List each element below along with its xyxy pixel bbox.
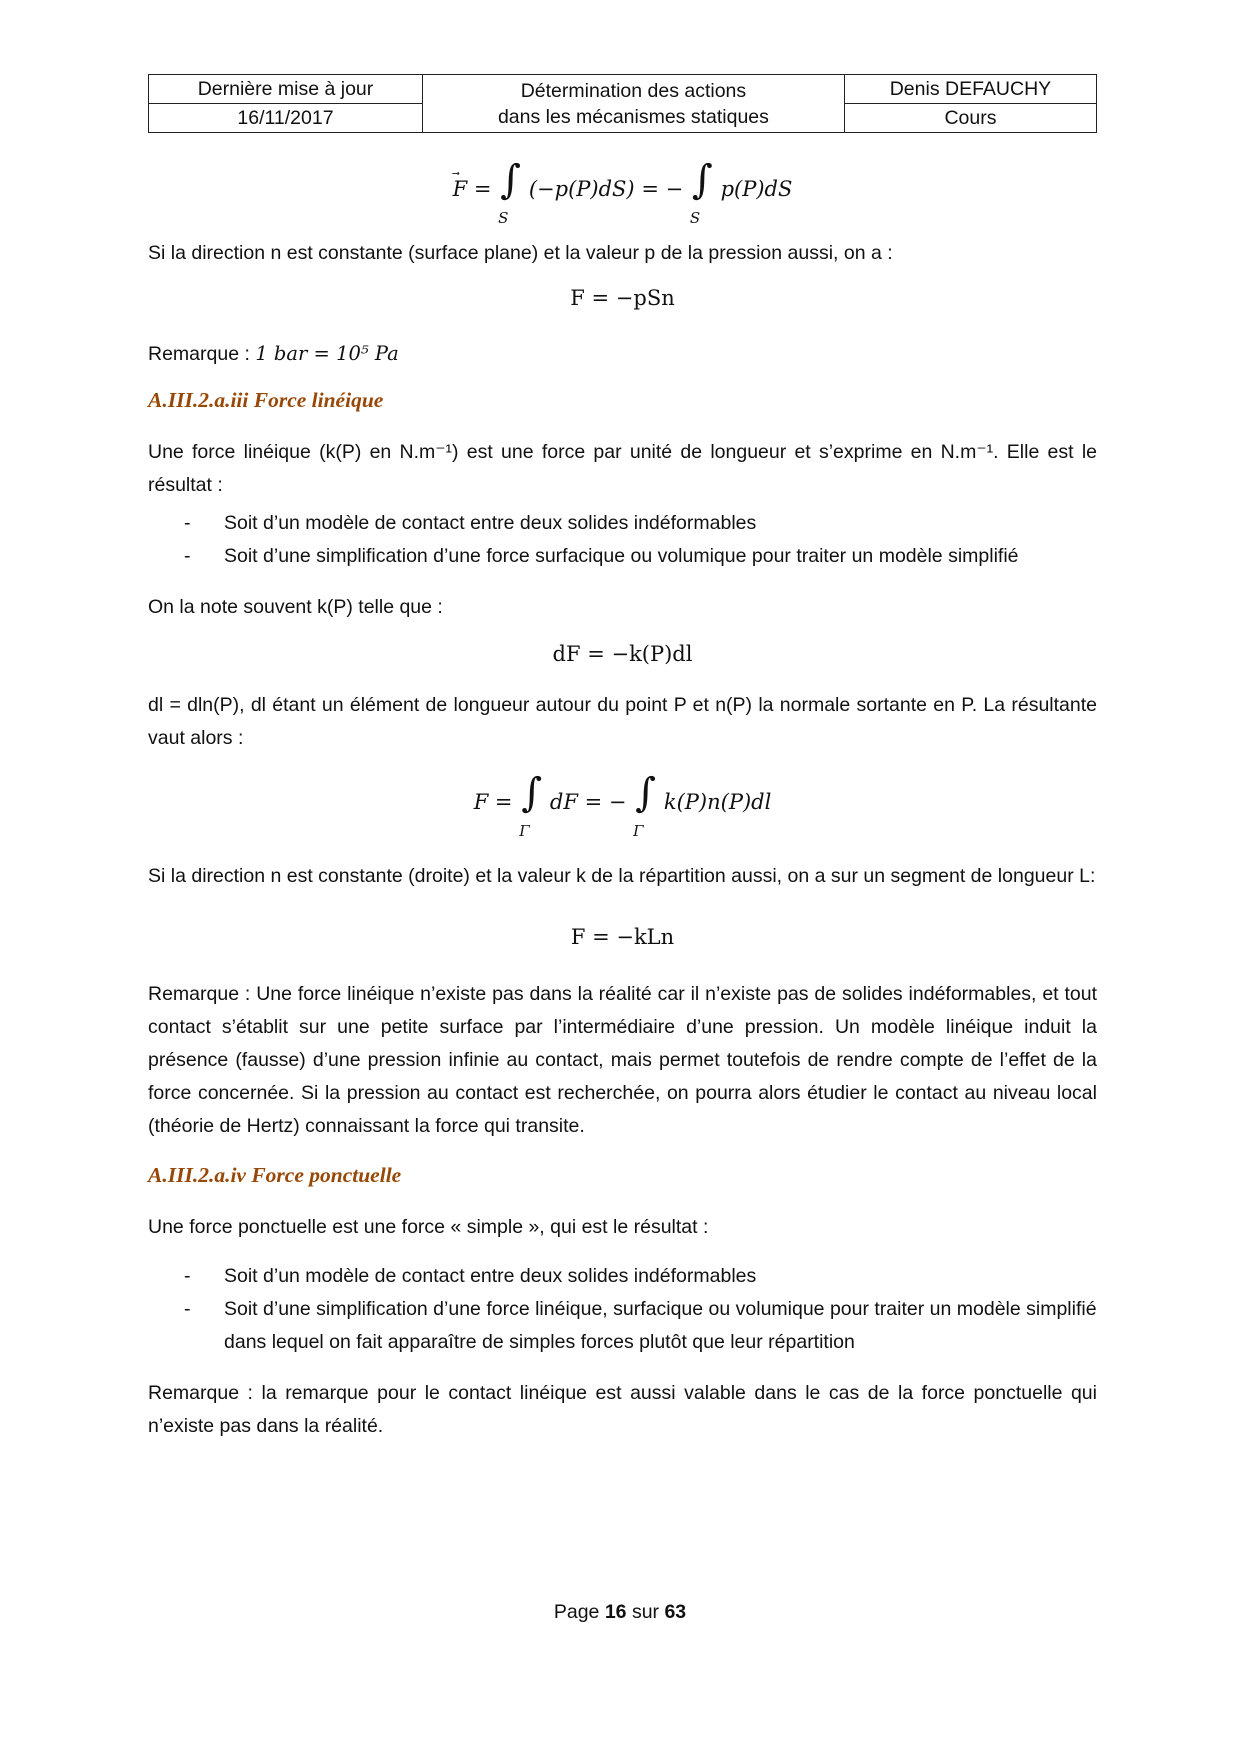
paragraph-direction-segment: Si la direction n est constante (droite) et la valeur k de la répartition aussi, on a sur un segment de longueur L: [148,865,1096,887]
header-title-line1: Détermination des actions [520,79,747,102]
page-footer [0,1601,1240,1624]
equation-force-line-integral [148,770,1097,840]
list-item-text: Soit d’un modèle de contact entre deux solides indéformables [224,1265,757,1287]
paragraph-constant-direction: Si la direction n est constante (surface plane) et la valeur p de la pression aussi, on a : [148,242,893,264]
paragraph-dl-definition: dl = dln(P), dl étant un élément de longueur autour du point P et n(P) la normale sortante en P. La résultante vaut alors : [148,694,1097,749]
list-dash-icon: - [184,1265,191,1287]
integral-sign-icon: ∫ S [498,157,522,227]
equation-force-kL: F = −kLn [570,925,675,949]
eq1-body1: (−p(P)dS) [528,177,635,201]
eq1-mid: = − [641,177,684,201]
header-doc-type: Cours [844,104,1096,133]
footer-page-word: Page [553,1601,600,1623]
remark-force-lineique: Remarque : Une force linéique n’existe pas dans la réalité car il n’existe pas de solides indéformables, et tout contact s’établit sur une petite surface par l’intermédiaire d’une pression. Un modèle linéique induit la présence (fausse) d’une pression infinie au contact, mais permet toutefois de rendre compte de l’effet de la force concernée. Si la pression au contact est recherchée, on pourra alors étudier le contact au niveau local (théorie de Hertz) connaissant la force qui transite. [148,983,1097,1137]
header-date: 16/11/2017 [149,104,423,133]
list-item-text: Soit d’une simplification d’une force surfacique ou volumique pour traiter un modèle simplifié [224,545,1019,567]
header-author: Denis DEFAUCHY [844,75,1096,104]
list-item-text: Soit d’un modèle de contact entre deux solides indéformables [224,512,757,534]
equation-force-pressure: F = −pSn [570,286,675,310]
header-title [422,75,844,133]
remark-bar-label: Remarque : [148,343,256,365]
header-table [148,74,1097,133]
remark-bar [148,337,1097,371]
equation-dF: dF = −k(P)dl [552,642,693,666]
remark-bar-math: 1 bar = 10⁵ Pa [255,342,399,365]
header-updated-label: Dernière mise à jour [149,75,423,104]
eq1-body2: p(P)dS [720,177,793,201]
integral-sign-icon: ∫ Γ [633,770,657,840]
section-heading-force-lineique: A.III.2.a.iii Force linéique [148,388,384,412]
remark-force-ponctuelle: Remarque : la remarque pour le contact linéique est aussi valable dans le cas de la force ponctuelle qui n’existe pas dans la réalité. [148,1382,1097,1437]
paragraph-force-lineique-intro: Une force linéique (k(P) en N.m⁻¹) est une force par unité de longueur et s’exprime en N.m⁻¹. Elle est le résultat : [148,441,1097,496]
header-title-line2: dans les mécanismes statiques [497,105,769,128]
eq4-body2: k(P)n(P)dl [663,790,772,814]
footer-total-pages: 63 [664,1601,687,1623]
section-heading-force-ponctuelle: A.III.2.a.iv Force ponctuelle [148,1163,402,1187]
eq4-body1: dF [549,790,578,814]
list-item-text: Soit d’une simplification d’une force linéique, surfacique ou volumique pour traiter un modèle simplifié dans lequel on fait apparaître de simples forces plutôt que leur répartition [224,1298,1097,1353]
integral-sign-icon: ∫ S [689,157,713,227]
list-dash-icon: - [184,545,191,567]
list-dash-icon: - [184,512,191,534]
list-dash-icon: - [184,1298,191,1320]
eq4-lhs: F = [473,790,513,814]
footer-of-word: sur [631,1601,660,1623]
equation-force-surface-integral [148,157,1097,227]
paragraph-force-ponctuelle-intro: Une force ponctuelle est une force « simple », qui est le résultat : [148,1216,709,1238]
integral-sign-icon: ∫ Γ [519,770,543,840]
footer-page-number: 16 [604,1601,627,1623]
paragraph-note-k: On la note souvent k(P) telle que : [148,596,443,618]
eq4-mid: = − [584,790,627,814]
eq1-lhs: ⃗ F = [453,177,492,201]
